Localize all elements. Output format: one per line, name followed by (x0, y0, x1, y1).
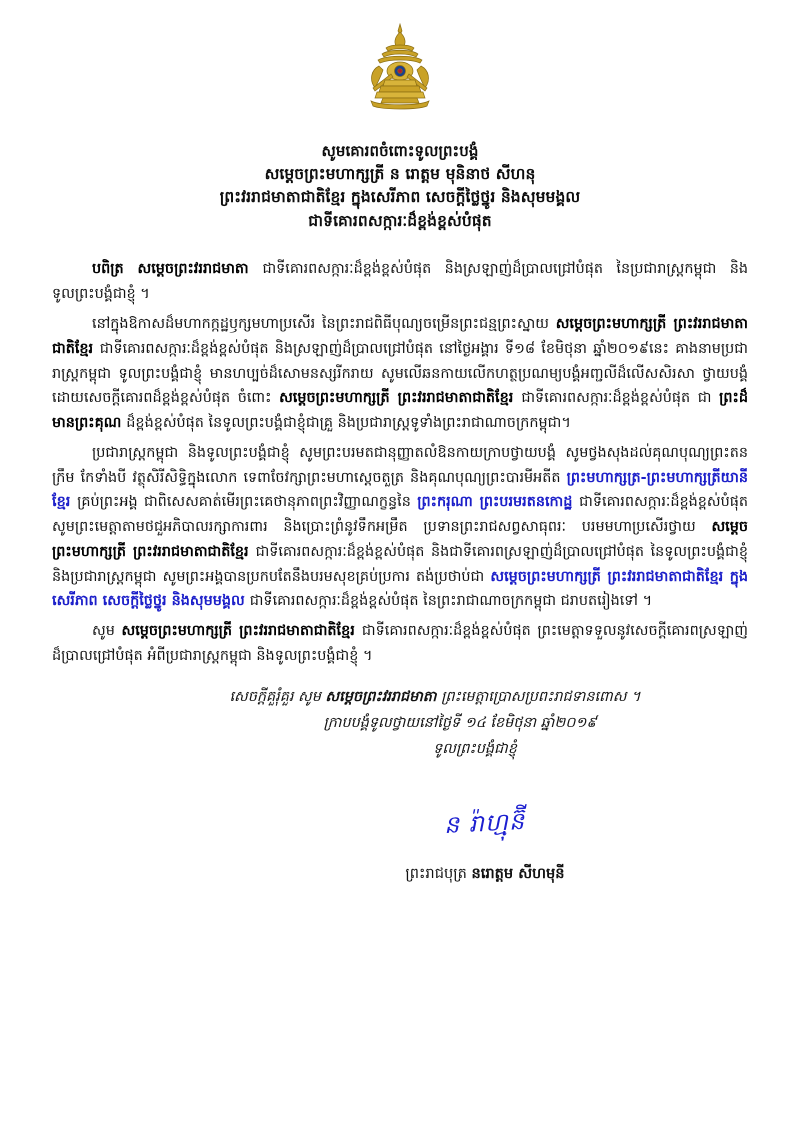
body-text: ជាទីគោរពសក្ការៈដ៏ខ្ពង់ខ្ពស់បំផុត ព្រះមេត្តាទទួលនូវសេចក្តីគោរពស្រឡាញ់ដ៏ប្រាលជ្រៅបំផុត អំពីប្រជារាស្ត្រកម្ពុជា និងទូលព្រះបង្គំជាខ្ញុំ ។ (52, 623, 748, 664)
heading-line-3: ព្រះវររាជមាតាជាតិខ្មែរ ក្នុងសេរីភាព សេចក្តីថ្លៃថ្នូរ និងសុមមង្គល (219, 188, 581, 207)
royal-emblem-icon (361, 22, 439, 110)
heading-line-4: ជាទីគោរពសក្ការៈដ៏ខ្ពង់ខ្ពស់បំផុត (308, 211, 492, 230)
paragraph (52, 312, 748, 436)
emphasis-text: ព្រះដ៏មានព្រះគុណ (52, 390, 748, 432)
highlight-text: ព្រះមហាក្សត្រ-ព្រះមហាក្សត្រីយានីខ្មែរ (52, 469, 748, 511)
closing-suffix: ព្រះមេត្តាប្រោសប្រពះរាជទានពោស ។ (436, 688, 641, 705)
document-heading (52, 140, 748, 233)
body-text: គ្រប់ព្រះអង្គ ជាពិសេសគាត់មើរព្រះគេថានុភាពព្រះវិញ្ញាណក្ខន្ធនៃ (77, 494, 418, 511)
body-text: ជាទីគោរពសក្ការៈដ៏ខ្ពង់ខ្ពស់បំផុត ជា (521, 390, 720, 407)
closing-line-2: ក្រាបបង្គំទូលថ្វាយនៅថ្ងៃទី ១៤ ខែមិថុនា ឆ្នាំ២០១៩ (323, 714, 597, 731)
body-text: ជាទីគោរពសក្ការៈដ៏ខ្ពង់ខ្ពស់បំផុត សូមព្រះមេត្តាតាមថជួអភិបាលរក្សាការពារ និងប្រោះព្រំនូវទឹកអម្រឹត ប្រទានព្រះរាជសព្វសាធុពរៈ បរមមហាប្រសើរថ្វាយ (52, 494, 748, 536)
signature-block (52, 808, 748, 886)
closing-bold: សម្តេចព្រះវររាជមាតា (325, 688, 437, 705)
paragraph (52, 441, 748, 614)
document-body (52, 257, 748, 668)
paragraph (52, 619, 748, 669)
closing-line-1 (52, 685, 748, 711)
emblem-container (52, 0, 748, 118)
body-text: ជាទីគោរពសក្ការៈដ៏ខ្ពង់ខ្ពស់បំផុត និងស្រឡាញ់ដ៏ប្រាលជ្រៅបំផុត នៃប្រជារាស្ត្រកម្ពុជា និងទូលព្រះបង្គំជាខ្ញុំ ។ (52, 261, 748, 303)
closing-block (52, 685, 748, 763)
body-text: សូម (92, 623, 122, 640)
signatory-fullname: នរោត្តម សីហមុនី (471, 865, 565, 883)
emphasis-text: បពិត្រ សម្តេចព្រះវររាជមាតា (92, 261, 263, 278)
body-text: ប្រជារាស្ត្រកម្ពុជា និងទូលព្រះបង្គំជាខ្ញុំ សូមព្រះបរមតជានុញ្ញាតលំឱនកាយក្រាបថ្វាយបង្គំ សូមថ្វងសុងដល់គុណបុណ្យព្រះតនក្រឹម កែទាំងបី វត្ថុសិរីសិទ្ធិក្នុងលោក ទេពាចែវក្សាព្រះមហាស្តេចតួត្រ និងគុណបុណ្យព្រះបារមីអតីត (52, 444, 748, 486)
emphasis-text: សម្តេចព្រះមហាក្សត្រី ព្រះវររាជមាតាជាតិខ្មែរ (52, 519, 748, 560)
body-text: ជាទីគោរពសក្ការៈដ៏ខ្ពង់ខ្ពស់បំផុត នៃព្រះរាជាណាចក្រកម្ពុជា ជរាបតរៀងទៅ ។ (249, 593, 653, 610)
paragraph (52, 257, 748, 307)
heading-line-2: សម្តេចព្រះមហាក្សត្រី ន រោត្តម មុនិនាថ សីហនុ (264, 164, 536, 183)
body-text: នៅក្នុងឱកាសដ៏មហាកក្កដ្ឋឫក្សមហាប្រសើរ នៃព្រះរាជពិធីបុណ្យចម្រើនព្រះជន្មព្រះស្នាយ (92, 315, 556, 332)
closing-line-3: ទូលព្រះបង្គំជាខ្ញុំ (433, 740, 517, 757)
body-text: ដ៏ខ្ពង់ខ្ពស់បំផុត នៃទូលព្រះបង្គំជាខ្ញុំជាគ្រួ និងប្រជារាស្ត្រទូទាំងព្រះរាជាណាចក្រកម្ពុជា។ (126, 415, 571, 432)
body-text: ជាទីគោរពសក្ការៈដ៏ខ្ពង់ខ្ពស់បំផុត និងជាទីគោរពស្រឡាញ់ដ៏ប្រាលជ្រៅបំផុត នៃទូលព្រះបង្គំជាខ្ញុំ និងប្រជារាស្ត្រកម្ពុជា សូមព្រះអង្គបានប្រកបតែនឹងបរមសុខគ្រប់ប្រការ តង់ប្រថាប់ជា (52, 543, 748, 585)
closing-prefix: សេចក្តីគួរុំគួរ សូម (229, 688, 326, 705)
handwritten-signature: ន រ៉ាហ្មុន៊ី (443, 807, 527, 840)
emphasis-text: សម្តេចព្រះមហាក្សត្រី ព្រះវររាជមាតាជាតិខ្មែរ (52, 315, 748, 357)
emphasis-text: សម្តេចព្រះមហាក្សត្រី ព្រះវររាជមាតាជាតិខ្មែរ (279, 390, 522, 407)
body-text: ជាទីគោរពសក្ការៈដ៏ខ្ពង់ខ្ពស់បំផុត និងស្រឡាញ់ដ៏ប្រាលជ្រៅបំផុត នៅថ្ងៃអង្គារ ទី១៨ ខែមិថុនា ឆ្នាំ២០១៩នេះ គាងនាមប្រជារាស្ត្រកម្ពុជា ទូលព្រះបង្គំជាខ្ញុំ មានហប្បច់ដ៏សោមនស្សរីករាយ សូមលើឆនកាយលើកហត្ថប្រណម្យបង្គំអញ្ជលីដ៏លើសសិរសា ថ្វាយបង្គំដោយសេចក្តីគោរពដ៏ខ្ពង់ខ្ពស់បំផុត ចំពោះ (52, 340, 748, 407)
heading-line-1: សូមគោរពចំពោះទូលព្រះបង្គំ (321, 142, 479, 160)
emphasis-text: សម្តេចព្រះមហាក្សត្រី ព្រះវររាជមាតាជាតិខ្មែរ (121, 623, 362, 640)
signatory-title: ព្រះរាជបុត្រ (405, 865, 472, 883)
highlight-text: ព្រះករុណា ព្រះបរមរតនកោដ្ឋ (417, 494, 580, 511)
highlight-text: សម្តេចព្រះមហាក្សត្រី ព្រះវររាជមាតាជាតិខ្មែរ ក្នុងសេរីភាព សេចក្តីថ្លៃថ្នូរ និងសុមមង្គល (52, 568, 748, 610)
signatory-name (222, 865, 748, 886)
